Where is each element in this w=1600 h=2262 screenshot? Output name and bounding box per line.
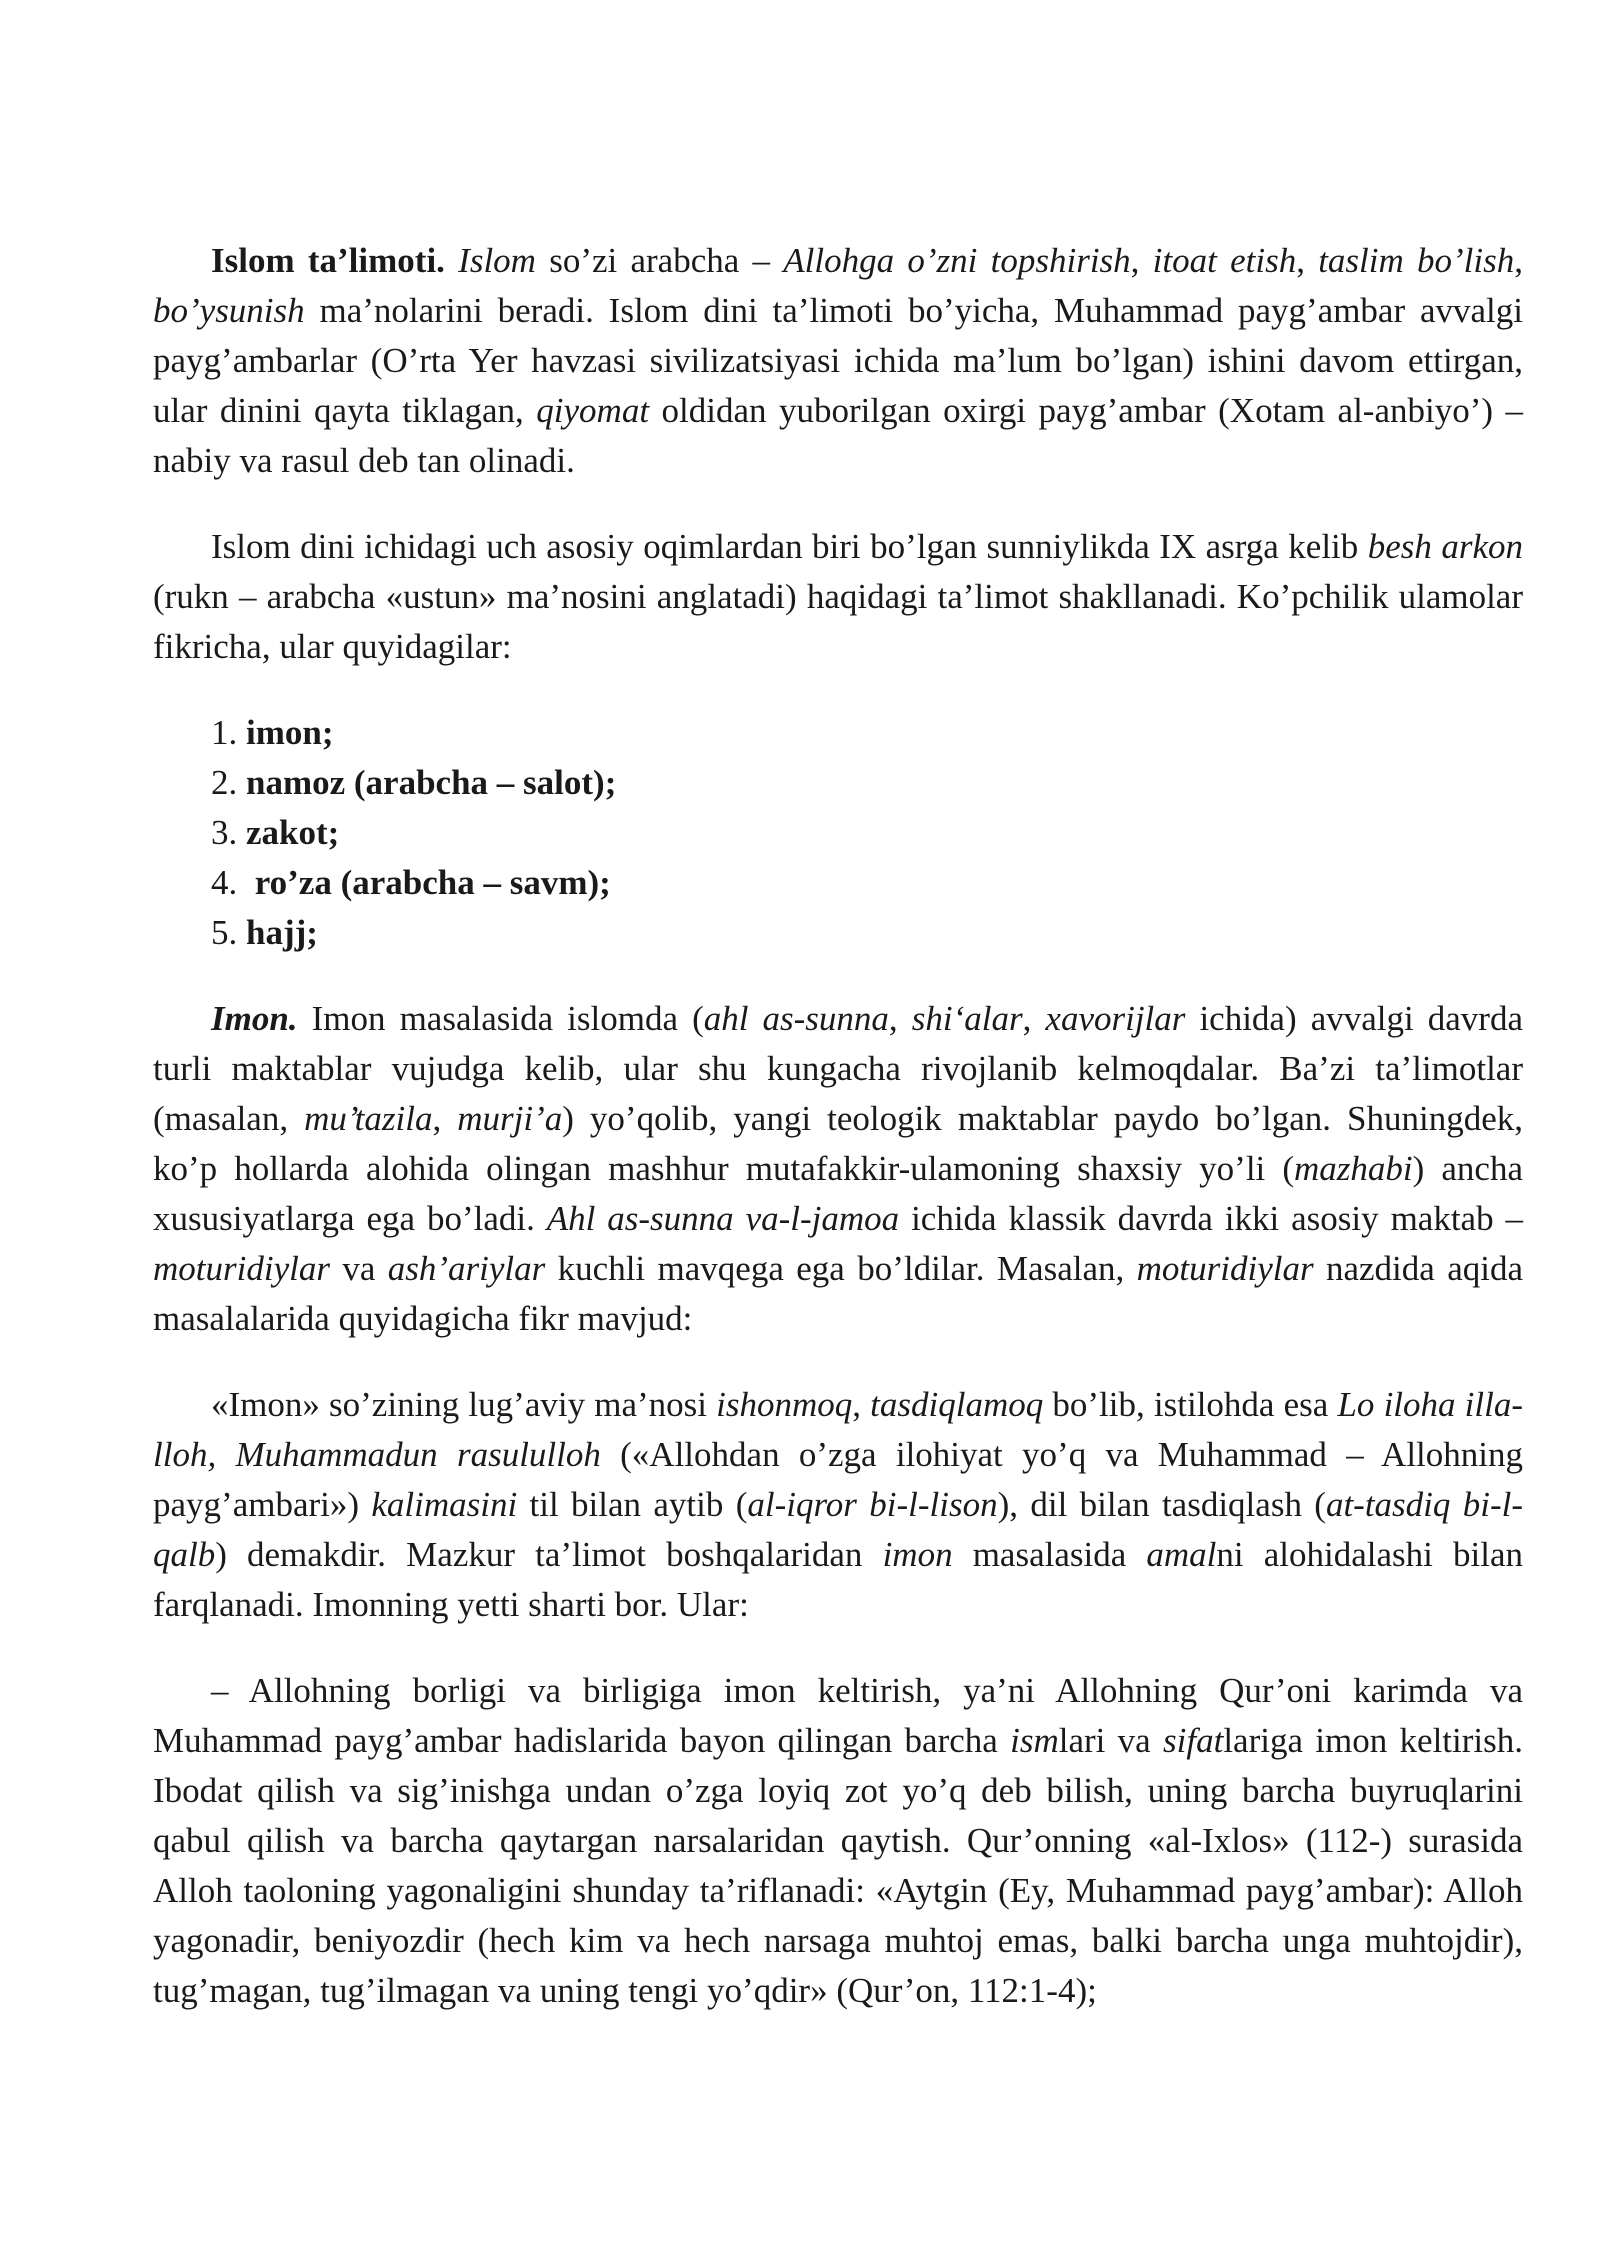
text-run: ma’nolarini beradi. Islom dini ta’limoti bo’yicha, Muhammad payg’ambar avvalgi payg’ambarlar (O’rta Yer havzasi sivilizatsiyasi ichida ma’lum bo’lgan) ishini davom ettirgan, ular dinini qayta tiklagan, [153, 291, 1523, 430]
text-run: , [1022, 999, 1046, 1038]
text-run: ichida klassik davrda ikki asosiy maktab – [899, 1199, 1523, 1238]
list-item-number: 1. [211, 713, 238, 752]
text-run: xavorijlar [1045, 999, 1186, 1038]
document-page [153, 236, 1523, 2052]
list-item-text: imon; [246, 713, 334, 752]
text-run: bo’ysunish [153, 291, 305, 330]
text-run: va [329, 1249, 388, 1288]
text-run: kalimasini [371, 1485, 518, 1524]
text-run: at-tasdiq bi-l-qalb [153, 1485, 1524, 1574]
text-run [445, 241, 458, 280]
text-run: Imon. [211, 999, 298, 1038]
list-item [211, 908, 1523, 958]
paragraph-islom-talimoti [153, 236, 1523, 486]
text-run: taslim bo’lish [1318, 241, 1515, 280]
text-run: mazhabi [1294, 1149, 1413, 1188]
text-run: ism [1010, 1721, 1059, 1760]
text-run: , [1514, 241, 1523, 280]
text-run: masalasida [952, 1535, 1147, 1574]
text-run: mu’tazila [304, 1099, 433, 1138]
text-run: ), dil bilan tasdiqlash ( [997, 1485, 1326, 1524]
text-run: Imon masalasida islomda ( [297, 999, 704, 1038]
text-run: lari va [1058, 1721, 1164, 1760]
text-run: tasdiqlamoq [870, 1385, 1044, 1424]
list-item [211, 858, 1523, 908]
text-run: Ahl as-sunna va-l-jamoa [546, 1199, 900, 1238]
text-run: Islom ta’limoti. [211, 241, 445, 280]
paragraph-imon-meaning [153, 1380, 1523, 1630]
text-run: (rukn – arabcha «ustun» ma’nosini anglatadi) haqidagi ta’limot shakllanadi. Ko’pchilik ulamolar fikricha, ular quyidagilar: [153, 577, 1523, 666]
text-run: shi‘alar [911, 999, 1023, 1038]
text-run: ichida) avvalgi davrda turli maktablar vujudga kelib, ular shu kungacha rivojlanib kelmoqdalar. Ba’zi ta’limotlar (masalan, [153, 999, 1523, 1138]
pillars-list [153, 708, 1523, 958]
text-run: , [432, 1099, 458, 1138]
list-item-number: 5. [211, 913, 238, 952]
text-run: «Imon» so’zining lug’aviy ma’nosi [211, 1385, 717, 1424]
text-run: ash’ariylar [387, 1249, 546, 1288]
text-run: ) ancha xususiyatlarga ega bo’ladi. [153, 1149, 1524, 1238]
text-run: sifat [1163, 1721, 1224, 1760]
text-run: Islom [458, 241, 536, 280]
text-run: , [888, 999, 912, 1038]
list-item [211, 708, 1523, 758]
text-run: moturidiylar [1136, 1249, 1314, 1288]
text-run: , [1296, 241, 1319, 280]
text-run: imon [882, 1535, 953, 1574]
text-run: ahl as-sunna [703, 999, 889, 1038]
list-item-number: 3. [211, 813, 238, 852]
paragraph-imon [153, 994, 1523, 1344]
text-run: oldidan yuborilgan oxirgi payg’ambar (Xotam al-anbiyo’) – nabiy va rasul deb tan olinadi. [153, 391, 1523, 480]
text-run: – Allohning borligi va birligiga imon keltirish, ya’ni Allohning Qur’oni karimda va Muhammad payg’ambar hadislarida bayon qilingan barcha [153, 1671, 1523, 1760]
text-run: bo’lib, istilohda esa [1043, 1385, 1338, 1424]
text-run: kuchli mavqega ega bo’ldilar. Masalan, [545, 1249, 1137, 1288]
text-run: , [852, 1385, 871, 1424]
text-run: nazdida aqida masalalarida quyidagicha fikr mavjud: [153, 1249, 1523, 1338]
paragraph-first-condition [153, 1666, 1523, 2016]
text-run: lariga imon keltirish. Ibodat qilish va sig’inishga undan o’zga loyiq zot yo’q deb bilish, uning barcha buyruqlarini qabul qilish va barcha qaytargan narsalaridan qaytish. Qur’onning «al-Ixlos» (112-) surasida Alloh taoloning yagonaligini shunday ta’riflanadi: «Aytgin (Ey, Muhammad payg’ambar): Alloh yagonadir, beniyozdir (hech kim va hech narsaga muhtoj emas, balki barcha unga muhtojdir), tug’magan, tug’ilmagan va uning tengi yo’qdir» (Qur’on, 112:1-4); [153, 1721, 1523, 2010]
text-run: Islom dini ichidagi uch asosiy oqimlardan biri bo’lgan sunniylikda IX asrga kelib [211, 527, 1368, 566]
text-run: amal [1146, 1535, 1217, 1574]
list-item-number: 2. [211, 763, 238, 802]
list-item-number: 4. [211, 863, 246, 902]
text-run: moturidiylar [153, 1249, 330, 1288]
text-run: ishonmoq [716, 1385, 853, 1424]
text-run: ) yo’qolib, yangi teologik maktablar paydo bo’lgan. Shuningdek, ko’p hollarda alohida olingan mashhur mutafakkir-ulamoning shaxsiy yo’li ( [153, 1099, 1523, 1188]
list-item-text: hajj; [246, 913, 318, 952]
list-item [211, 758, 1523, 808]
text-run: («Allohdan o’zga ilohiyat yo’q va Muhammad – Allohning payg’ambari») [153, 1435, 1523, 1524]
list-item-text: ro’za (arabcha – savm); [254, 863, 611, 902]
text-run: besh arkon [1367, 527, 1523, 566]
text-run: ni alohidalashi bilan farqlanadi. Imonning yetti sharti bor. Ular: [153, 1535, 1523, 1624]
text-run: itoat etish [1152, 241, 1297, 280]
list-item-text: namoz (arabcha – salot); [246, 763, 617, 802]
text-run: , [1130, 241, 1153, 280]
paragraph-besh-arkon [153, 522, 1523, 672]
list-item [211, 808, 1523, 858]
text-run: al-iqror bi-l-lison [747, 1485, 998, 1524]
text-run: so’zi arabcha – [535, 241, 784, 280]
text-run: qiyomat [536, 391, 650, 430]
text-run: til bilan aytib ( [517, 1485, 748, 1524]
text-run: Lo iloha illa-lloh, Muhammadun rasululloh [153, 1385, 1523, 1474]
text-run: Allohga o’zni topshirish [783, 241, 1131, 280]
list-item-text: zakot; [246, 813, 340, 852]
text-run: murji’a [457, 1099, 563, 1138]
text-run: ) demakdir. Mazkur ta’limot boshqalaridan [215, 1535, 883, 1574]
